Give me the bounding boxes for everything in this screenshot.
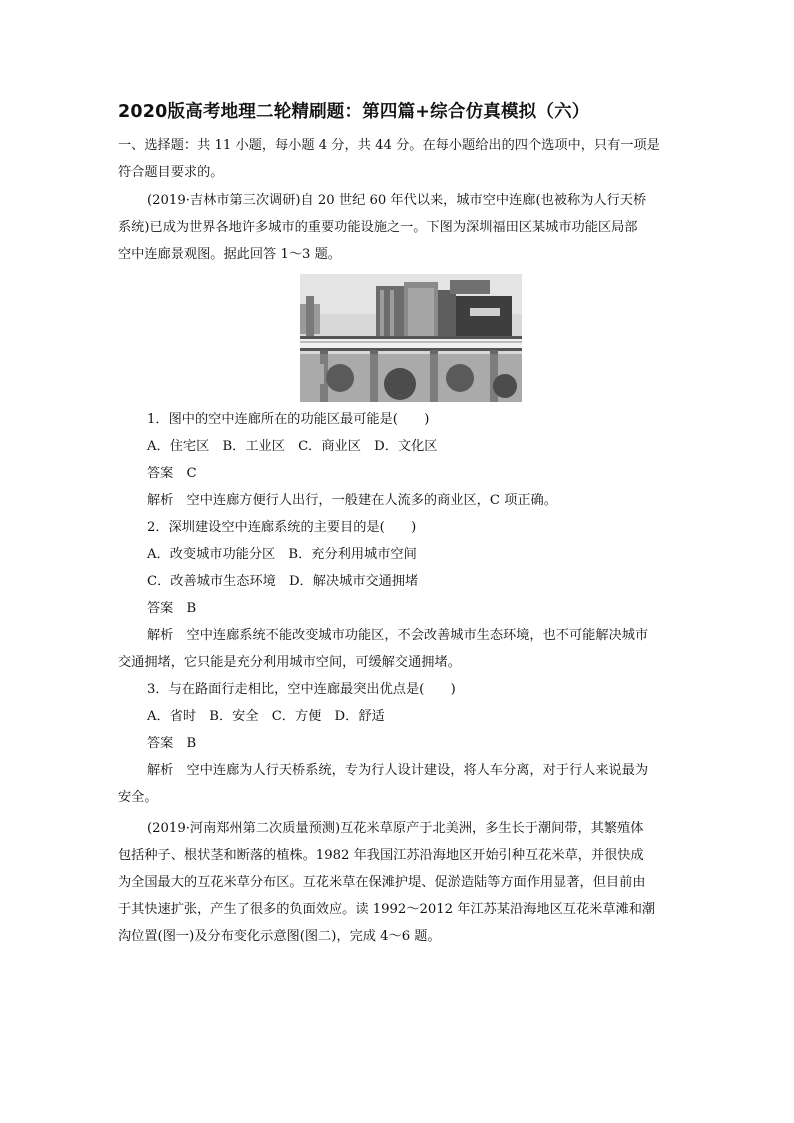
section-heading: 一、选择题：共 11 小题，每小题 4 分，共 44 分。在每小题给出的四个选项中，只有一项是: [118, 138, 660, 153]
passage1-line: 空中连廊景观图。据此回答 1～3 题。: [118, 247, 341, 262]
page-title: 2020版高考地理二轮精刷题：第四篇+综合仿真模拟（六）: [118, 102, 590, 122]
passage2-line: (2019·河南郑州第二次质量预测)互花米草原产于北美洲，多生长于潮间带，其繁殖体: [147, 821, 644, 836]
question-3-analysis-cont: 安全。: [118, 790, 158, 805]
question-2-analysis-cont: 交通拥堵，它只能是充分利用城市空间，可缓解交通拥堵。: [118, 655, 461, 670]
passage2-line: 包括种子、根状茎和断落的植株。1982 年我国江苏沿海地区开始引种互花米草，并很快成: [118, 848, 644, 863]
question-3-analysis: 解析 空中连廊为人行天桥系统，专为行人设计建设，将人车分离，对于行人来说最为: [147, 763, 649, 778]
question-3-answer: 答案 B: [147, 736, 197, 751]
passage2-line: 为全国最大的互花米草分布区。互花米草在保滩护堤、促淤造陆等方面作用显著，但目前由: [118, 875, 646, 890]
question-1-stem: 1．图中的空中连廊所在的功能区最可能是( ): [147, 412, 430, 427]
question-3-options: A．省时 B．安全 C．方便 D．舒适: [147, 709, 385, 724]
question-2-analysis: 解析 空中连廊系统不能改变城市功能区，不会改善城市生态环境，也不可能解决城市: [147, 628, 649, 643]
question-2-stem: 2．深圳建设空中连廊系统的主要目的是( ): [147, 520, 417, 535]
skywalk-photo-icon: [300, 274, 522, 402]
passage1-line: (2019·吉林市第三次调研)自 20 世纪 60 年代以来，城市空中连廊(也被称为人行天桥: [147, 193, 647, 208]
question-2-options: C．改善城市生态环境 D．解决城市交通拥堵: [147, 574, 419, 589]
passage2-line: 沟位置(图一)及分布变化示意图(图二)，完成 4～6 题。: [118, 929, 441, 944]
question-3-stem: 3．与在路面行走相比，空中连廊最突出优点是( ): [147, 682, 456, 697]
question-1-analysis: 解析 空中连廊方便行人出行，一般建在人流多的商业区，C 项正确。: [147, 493, 557, 508]
question-1-options: A．住宅区 B．工业区 C．商业区 D．文化区: [147, 439, 438, 454]
question-2-options: A．改变城市功能分区 B．充分利用城市空间: [147, 547, 417, 562]
passage1-line: 系统)已成为世界各地许多城市的重要功能设施之一。下图为深圳福田区某城市功能区局部: [118, 220, 638, 235]
passage2-line: 于其快速扩张，产生了很多的负面效应。读 1992～2012 年江苏某沿海地区互花米草滩和潮: [118, 902, 656, 917]
question-2-answer: 答案 B: [147, 601, 197, 616]
question-1-answer: 答案 C: [147, 466, 197, 481]
section-heading-cont: 符合题目要求的。: [118, 165, 224, 180]
